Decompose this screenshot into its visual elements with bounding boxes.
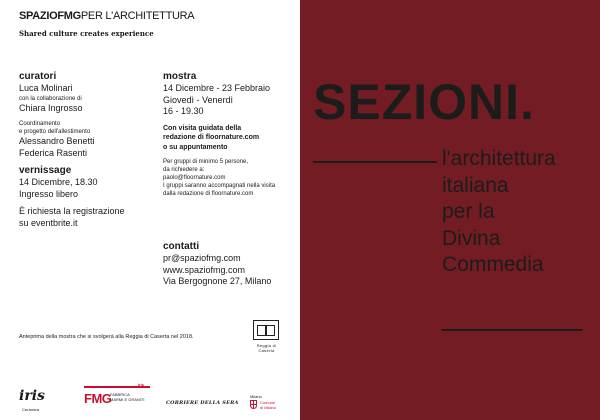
vernissage-entry: Ingresso libero	[19, 188, 79, 199]
curatori-heading: curatori	[19, 71, 57, 82]
reggia-label: Reggia di Caserta	[256, 343, 277, 353]
divider-line	[313, 161, 437, 163]
preview-note: Anteprima della mostra che si svolgerà alla Reggia di Caserta nel 2018.	[19, 334, 194, 340]
subtitle-line: Divina	[442, 226, 501, 250]
subtitle-line: Commedia	[442, 253, 544, 276]
registration-note: È richiesta la registrazione	[19, 206, 125, 216]
registration-link[interactable]: su eventbrite.it	[19, 217, 78, 228]
coord-label: Coordinamento	[19, 121, 61, 127]
fmg-logo-sup: iris	[138, 382, 145, 387]
exhibition-title: SEZIONI.	[313, 74, 535, 130]
groups-note: I gruppi saranno accompagnati nella visita	[163, 183, 276, 189]
contact-address: Via Bergognone 27, Milano	[163, 276, 272, 286]
exhibition-info-column	[163, 71, 298, 198]
contact-website[interactable]: www.spaziofmg.com	[163, 264, 246, 275]
coord-name: Alessandro Benetti	[19, 136, 95, 146]
vernissage-heading: vernissage	[19, 165, 72, 176]
milano-logo-sub: Comune di Milano	[260, 400, 277, 410]
mostra-days: Giovedì - Venerdì	[163, 94, 234, 105]
reggia-icon	[253, 320, 279, 340]
coord-name: Federica Rasenti	[19, 147, 88, 158]
subtitle-line: l'architettura	[442, 147, 556, 170]
milano-crest-icon	[250, 400, 257, 409]
vernissage-date: 14 Dicembre, 18.30	[19, 177, 98, 187]
iris-logo: iris	[19, 388, 45, 404]
contacts-column	[163, 241, 298, 288]
fmg-logo: FMG	[84, 391, 112, 406]
curator-name: Luca Molinari	[19, 83, 73, 93]
milano-label: Milano	[250, 394, 262, 399]
exhibition-subtitle	[442, 146, 600, 279]
brand-logo: SPAZIOFMGPER L'ARCHITETTURA	[19, 10, 195, 22]
groups-note: da richiedere a:	[163, 167, 205, 173]
contatti-heading: contatti	[163, 241, 200, 252]
corriere-logo: CORRIERE DELLA SERA	[166, 400, 239, 406]
mostra-heading: mostra	[163, 71, 197, 82]
credits-column	[19, 71, 159, 229]
groups-note: dalla redazione di floornature.com	[163, 191, 254, 197]
subtitle-line: italiana	[442, 173, 509, 197]
sponsor-logos	[0, 380, 300, 420]
visit-note: o su appuntamento	[163, 143, 228, 151]
fmg-logo-sub: FABBRICA MARMI E GRANITI	[110, 392, 145, 402]
groups-email[interactable]: paolo@floornature.com	[163, 175, 226, 181]
reggia-logo	[249, 320, 284, 353]
tagline: Shared culture creates experience	[19, 29, 154, 38]
subtitle-line: per la	[442, 200, 495, 223]
collab-label: con la collaborazione di	[19, 95, 82, 102]
mostra-hours: 16 - 19.30	[163, 106, 204, 116]
visit-note: redazione di floornature.com	[163, 134, 260, 141]
coord-label-2: e progetto dell'allestimento	[19, 129, 91, 135]
divider-line	[442, 329, 582, 331]
contact-email[interactable]: pr@spaziofmg.com	[163, 253, 241, 263]
visit-note: Con visita guidata della	[163, 124, 242, 132]
mostra-dates: 14 Dicembre - 23 Febbraio	[163, 83, 271, 93]
groups-note: Per gruppi di minimo 5 persone,	[163, 159, 249, 165]
collab-name: Chiara Ingrosso	[19, 102, 83, 113]
iris-logo-sub: Ceramica	[22, 407, 40, 412]
